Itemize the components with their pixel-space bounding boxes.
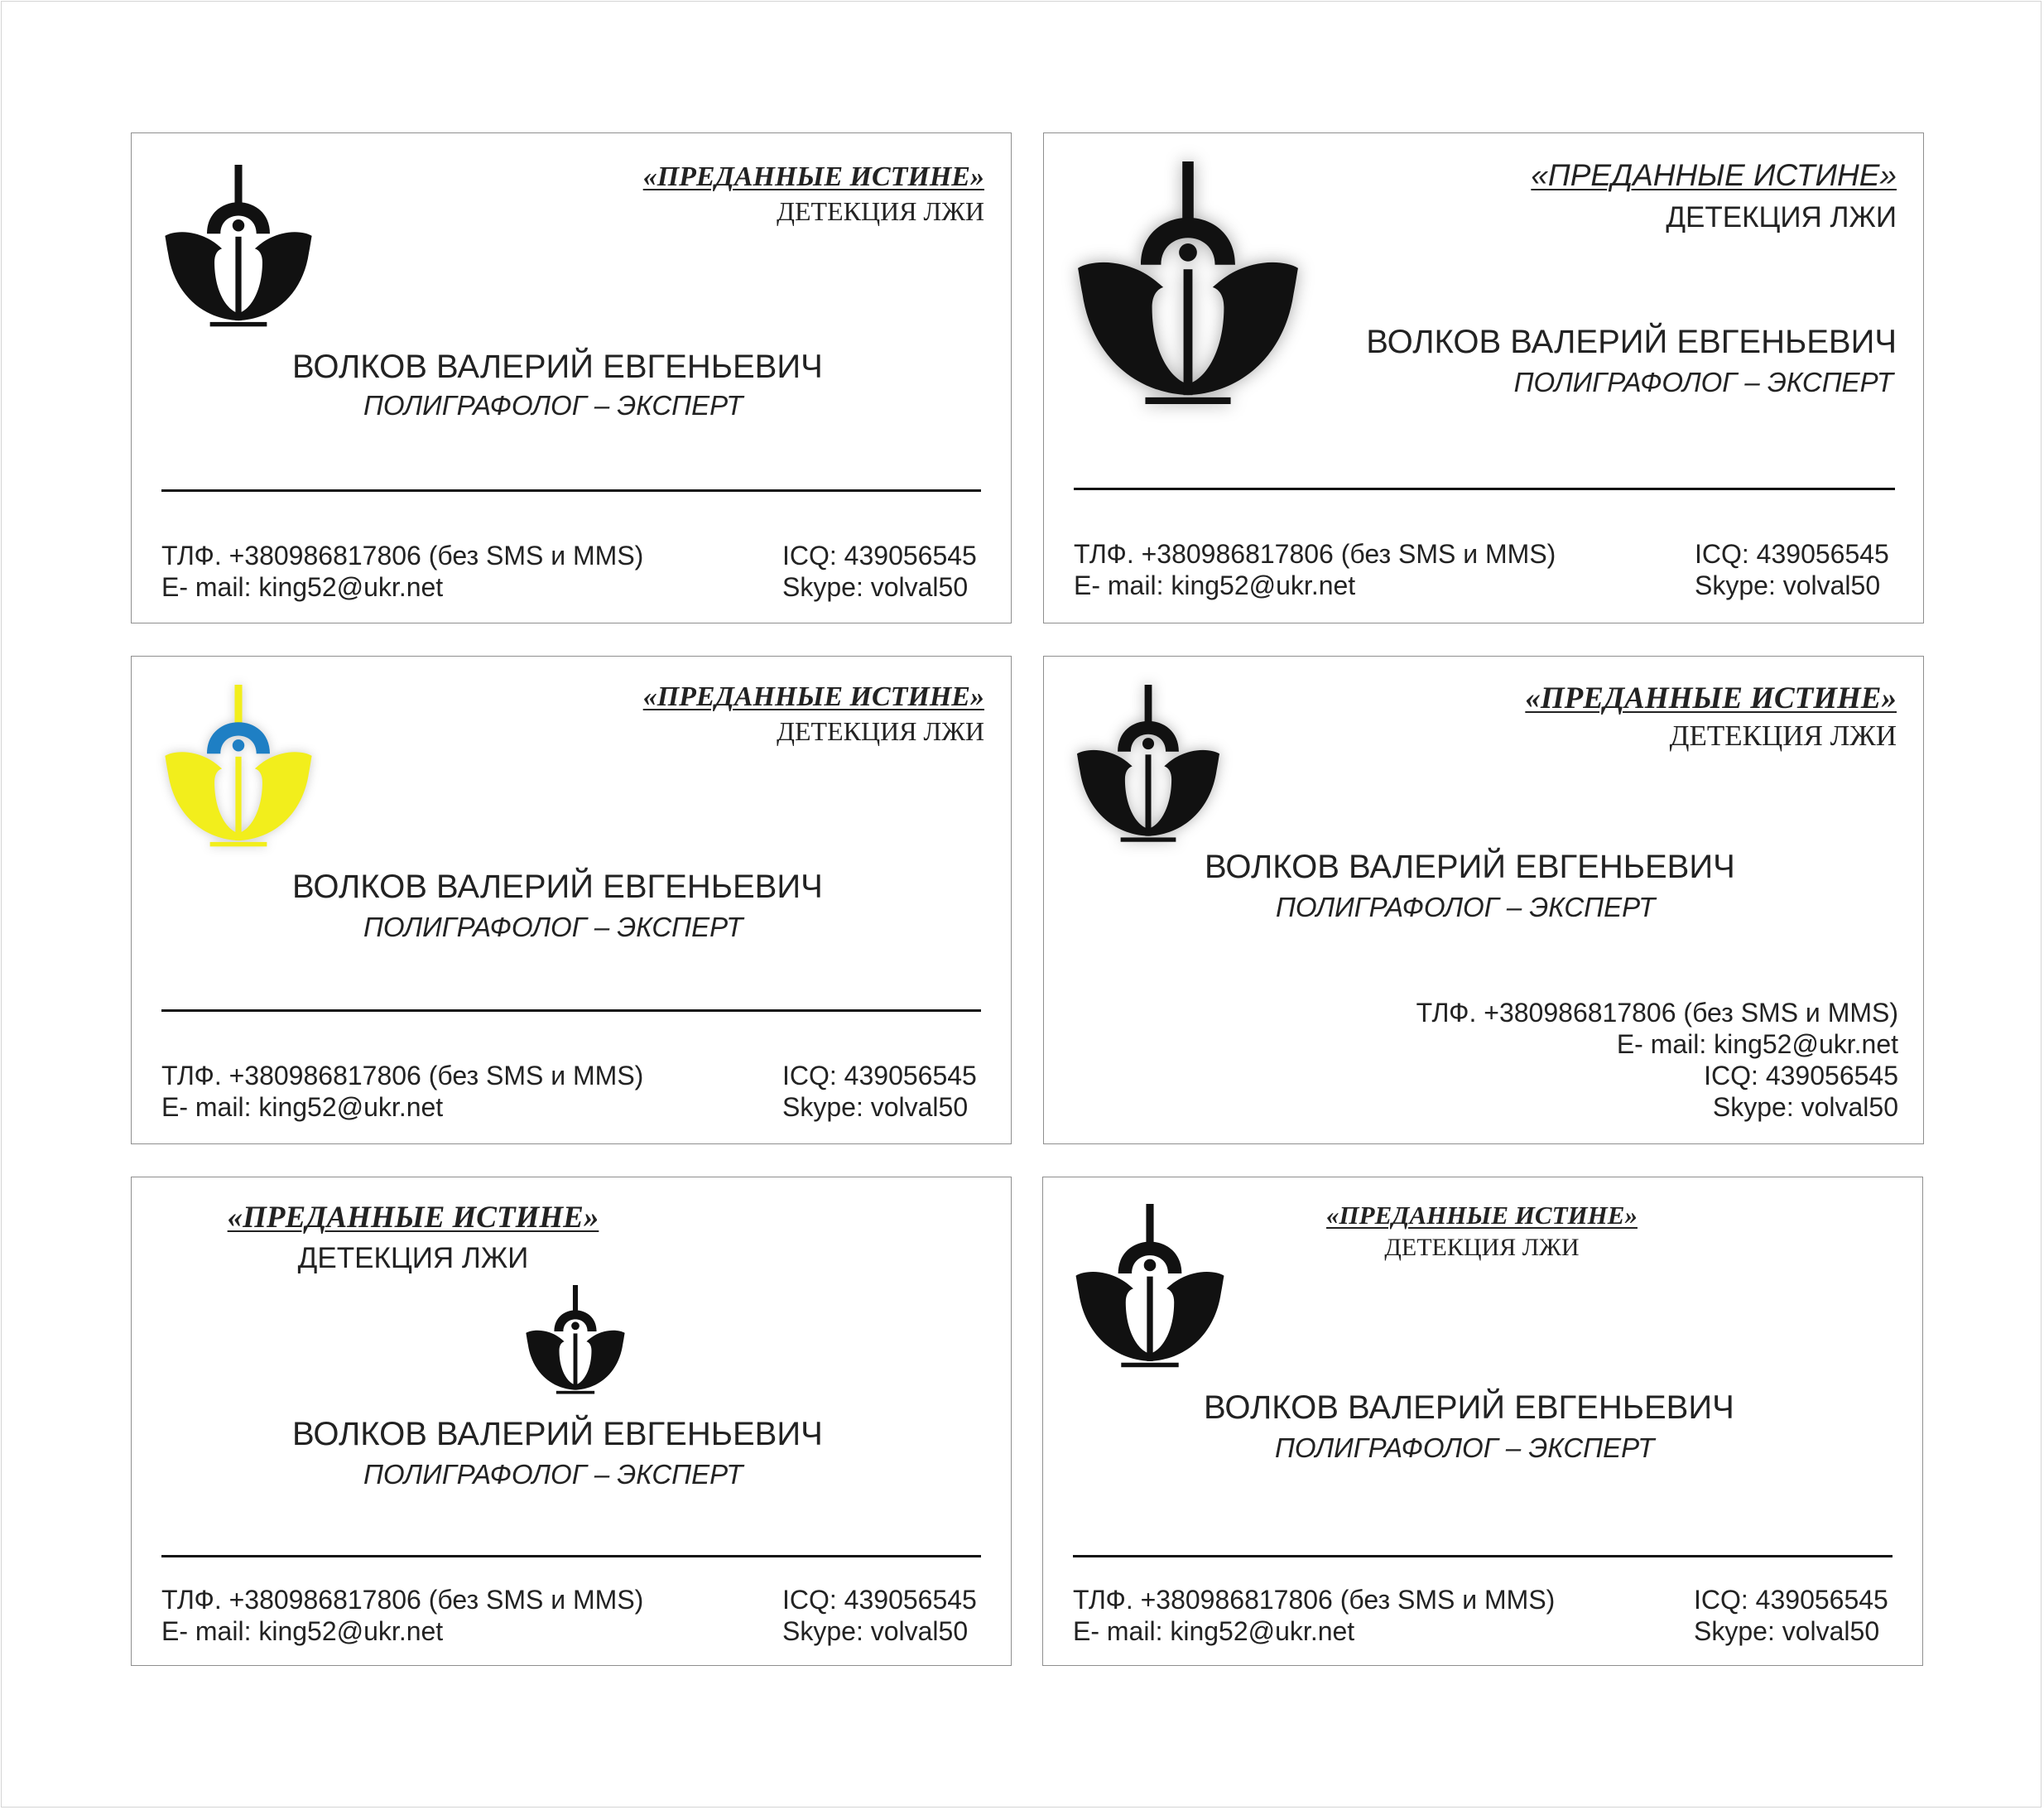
psi-polygraph-logo-icon — [1073, 1204, 1227, 1378]
skype-text: Skype: volval50 — [1712, 1092, 1898, 1122]
icq-text: ICQ: 439056545 — [1694, 1585, 1888, 1615]
email-text: E- mail: king52@ukr.net — [161, 1616, 444, 1646]
icq-text: ICQ: 439056545 — [782, 1585, 977, 1615]
email-text: E- mail: king52@ukr.net — [1074, 570, 1356, 600]
job-title: ПОЛИГРАФОЛОГ – ЭКСПЕРТ — [1276, 892, 1656, 922]
business-card-1 — [131, 132, 1012, 623]
subtitle: ДЕТЕКЦИЯ ЛЖИ — [777, 196, 984, 226]
person-name: ВОЛКОВ ВАЛЕРИЙ ЕВГЕНЬЕВИЧ — [1205, 849, 1735, 885]
job-title: ПОЛИГРАФОЛОГ – ЭКСПЕРТ — [363, 912, 743, 942]
slogan: «ПРЕДАННЫЕ ИСТИНЕ» — [642, 161, 984, 192]
business-card-4 — [1043, 656, 1924, 1144]
phone-text: ТЛФ. +380986817806 (без SMS и MMS) — [161, 1061, 644, 1090]
business-card-5 — [131, 1177, 1012, 1666]
business-card-6 — [1042, 1177, 1923, 1666]
psi-polygraph-logo-icon — [161, 165, 315, 337]
divider-line — [161, 1555, 981, 1557]
icq-text: ICQ: 439056545 — [1704, 1061, 1898, 1090]
skype-text: Skype: volval50 — [782, 1616, 969, 1646]
skype-text: Skype: volval50 — [1694, 1616, 1880, 1646]
skype-text: Skype: volval50 — [782, 1092, 969, 1122]
divider-line — [1074, 488, 1895, 490]
psi-polygraph-logo-icon — [1074, 161, 1302, 420]
job-title: ПОЛИГРАФОЛОГ – ЭКСПЕРТ — [363, 390, 743, 421]
subtitle: ДЕТЕКЦИЯ ЛЖИ — [1669, 720, 1897, 752]
skype-text: Skype: volval50 — [782, 572, 969, 602]
skype-text: Skype: volval50 — [1695, 570, 1881, 600]
business-card-2 — [1043, 132, 1924, 623]
email-text: E- mail: king52@ukr.net — [161, 572, 444, 602]
phone-text: ТЛФ. +380986817806 (без SMS и MMS) — [1074, 539, 1556, 569]
phone-text: ТЛФ. +380986817806 (без SMS и MMS) — [161, 1585, 644, 1615]
person-name: ВОЛКОВ ВАЛЕРИЙ ЕВГЕНЬЕВИЧ — [292, 1416, 823, 1452]
slogan: «ПРЕДАННЫЕ ИСТИНЕ» — [1326, 1201, 1638, 1230]
person-name: ВОЛКОВ ВАЛЕРИЙ ЕВГЕНЬЕВИЧ — [292, 349, 823, 385]
slogan: «ПРЕДАННЫЕ ИСТИНЕ» — [1531, 158, 1897, 192]
subtitle: ДЕТЕКЦИЯ ЛЖИ — [297, 1242, 529, 1274]
icq-text: ICQ: 439056545 — [1695, 539, 1889, 569]
person-name: ВОЛКОВ ВАЛЕРИЙ ЕВГЕНЬЕВИЧ — [1204, 1389, 1734, 1426]
job-title: ПОЛИГРАФОЛОГ – ЭКСПЕРТ — [1275, 1432, 1655, 1463]
icq-text: ICQ: 439056545 — [782, 541, 977, 570]
email-text: E- mail: king52@ukr.net — [161, 1092, 444, 1122]
slogan: «ПРЕДАННЫЕ ИСТИНЕ» — [227, 1201, 599, 1235]
email-text: E- mail: king52@ukr.net — [1073, 1616, 1355, 1646]
psi-polygraph-logo-icon — [524, 1285, 627, 1401]
icq-text: ICQ: 439056545 — [782, 1061, 977, 1090]
person-name: ВОЛКОВ ВАЛЕРИЙ ЕВГЕНЬЕВИЧ — [292, 869, 823, 905]
slogan: «ПРЕДАННЫЕ ИСТИНЕ» — [1525, 681, 1897, 715]
slogan: «ПРЕДАННЫЕ ИСТИНЕ» — [642, 681, 984, 712]
person-name: ВОЛКОВ ВАЛЕРИЙ ЕВГЕНЬЕВИЧ — [1366, 324, 1897, 360]
divider-line — [161, 1009, 981, 1012]
business-card-3 — [131, 656, 1012, 1144]
divider-line — [161, 489, 981, 492]
subtitle: ДЕТЕКЦИЯ ЛЖИ — [1384, 1234, 1580, 1261]
job-title: ПОЛИГРАФОЛОГ – ЭКСПЕРТ — [363, 1459, 743, 1490]
phone-text: ТЛФ. +380986817806 (без SMS и MMS) — [1416, 998, 1898, 1028]
subtitle: ДЕТЕКЦИЯ ЛЖИ — [777, 716, 984, 746]
email-text: E- mail: king52@ukr.net — [1616, 1029, 1898, 1059]
job-title: ПОЛИГРАФОЛОГ – ЭКСПЕРТ — [1513, 367, 1893, 397]
psi-polygraph-logo-icon — [1074, 685, 1223, 852]
psi-polygraph-logo-icon — [161, 685, 315, 857]
divider-line — [1073, 1555, 1893, 1557]
phone-text: ТЛФ. +380986817806 (без SMS и MMS) — [161, 541, 644, 570]
phone-text: ТЛФ. +380986817806 (без SMS и MMS) — [1073, 1585, 1556, 1615]
subtitle: ДЕТЕКЦИЯ ЛЖИ — [1666, 201, 1897, 233]
